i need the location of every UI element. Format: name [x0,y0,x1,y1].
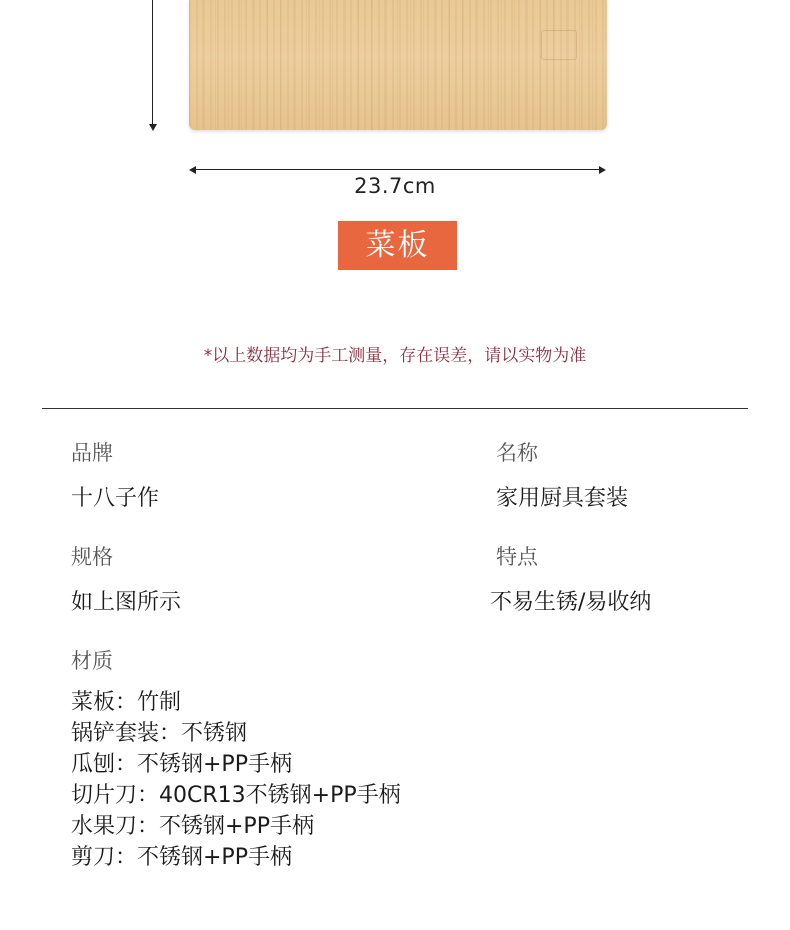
feature-value: 不易生锈/易收纳 [490,590,652,615]
material-item: 瓜刨：不锈钢+PP手柄 [71,752,292,777]
measurement-note: *以上数据均为手工测量，存在误差，请以实物为准 [203,346,587,366]
material-item: 水果刀：不锈钢+PP手柄 [71,814,314,839]
brand-label: 品牌 [71,441,113,465]
size-label: 规格 [71,545,113,569]
material-label: 材质 [71,649,113,673]
size-value: 如上图所示 [71,590,182,615]
arrow-left-icon [189,166,196,174]
brand-value: 十八子作 [71,486,160,511]
width-dimension-line [193,169,603,170]
material-item: 切片刀：40CR13不锈钢+PP手柄 [71,783,401,808]
product-badge: 菜板 [338,221,457,270]
board-logo-mark [541,30,577,60]
material-item: 锅铲套装：不锈钢 [71,721,248,746]
section-divider [42,408,748,409]
arrow-right-icon [599,166,606,174]
height-arrow-icon [149,124,157,131]
height-dimension-line [152,0,153,124]
name-label: 名称 [496,441,538,465]
material-list [71,687,401,873]
feature-label: 特点 [496,545,538,569]
cutting-board-image [189,0,607,130]
width-dimension-label: 23.7cm [354,174,436,198]
material-item: 剪刀：不锈钢+PP手柄 [71,845,292,870]
name-value: 家用厨具套装 [496,486,629,511]
material-item: 菜板：竹制 [71,690,182,715]
